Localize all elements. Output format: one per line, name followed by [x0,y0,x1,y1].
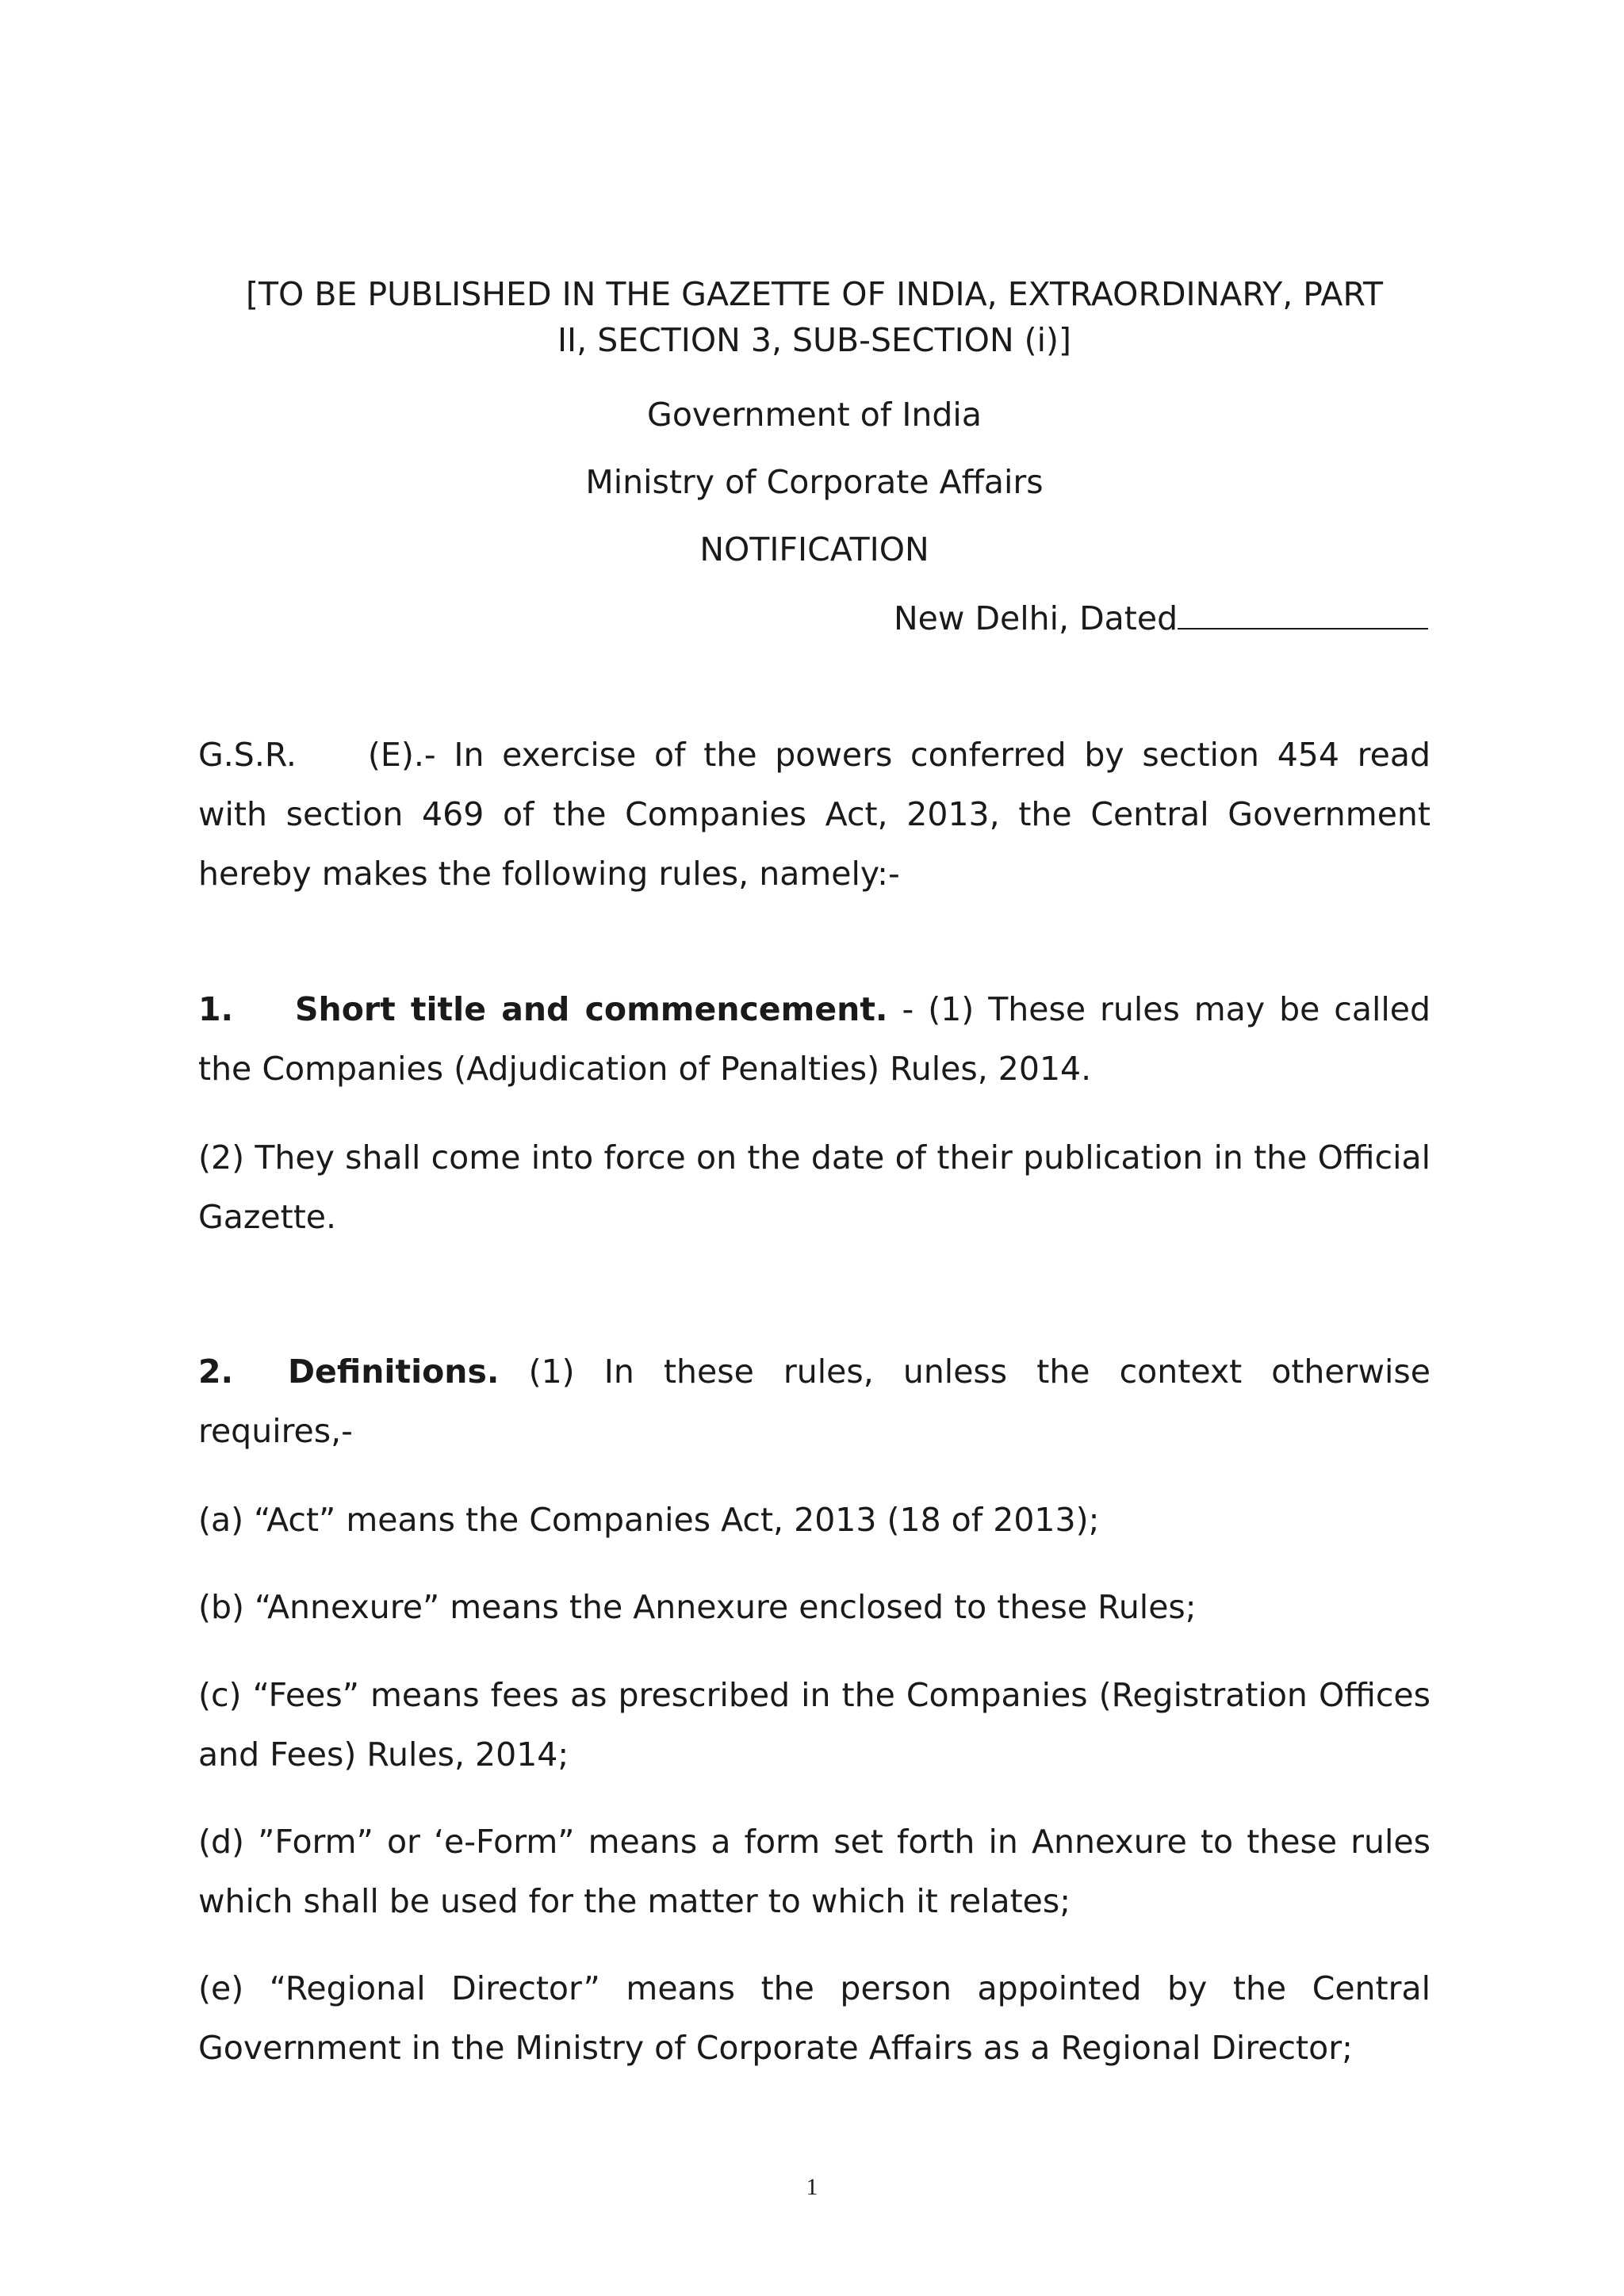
publication-notice [198,271,1431,363]
rule2-intro: (1) In these rules, unless the context otherwise requires,- [198,1353,1431,1450]
page-number: 1 [806,2174,818,2200]
rule2-number: 2. [198,1353,234,1391]
notification-title: NOTIFICATION [699,530,929,568]
rule2-heading: Definitions. [288,1353,500,1391]
publication-notice-line1: [TO BE PUBLISHED IN THE GAZETTE OF INDIA, EXTRAORDINARY, PART [246,275,1383,313]
definition-e: (e) “Regional Director” means the person appointed by the Central Government in the Ministry of Corporate Affairs as a Regional Director; [198,1969,1431,2067]
ministry-title: Ministry of Corporate Affairs [585,463,1044,501]
rule2-paragraph [198,1342,1431,1461]
rule1-text: - (1) These rules may be called the Companies (Adjudication of Penalties) Rules, 2014. [198,990,1431,1088]
rule1-paragraph [198,980,1431,1099]
gsr-label: G.S.R. [198,736,297,774]
definition-d: (d) ”Form” or ‘e-Form” means a form set forth in Annexure to these rules which shall be used for the matter to which it relates; [198,1823,1431,1920]
rule1-subrule2: (2) They shall come into force on the date of their publication in the Official Gazette. [198,1138,1431,1236]
date-blank [1178,593,1428,629]
preamble-text: (E).- In exercise of the powers conferred by section 454 read with section 469 of the Companies Act, 2013, the Central Government hereby makes the following rules, namely:- [198,736,1431,893]
publication-notice-line2: II, SECTION 3, SUB-SECTION (i)] [557,321,1072,359]
definition-a: (a) “Act” means the Companies Act, 2013 (18 of 2013); [198,1501,1100,1539]
definition-c: (c) “Fees” means fees as prescribed in the Companies (Registration Offices and Fees) Rules, 2014; [198,1676,1431,1774]
rule1-number: 1. [198,990,234,1028]
preamble-paragraph [198,725,1431,904]
dated-line [894,593,1428,641]
rule1-heading: Short title and commencement. [295,990,888,1028]
government-title: Government of India [647,396,982,434]
dated-label: New Delhi, Dated [894,599,1178,637]
definition-b: (b) “Annexure” means the Annexure enclosed to these Rules; [198,1588,1197,1626]
